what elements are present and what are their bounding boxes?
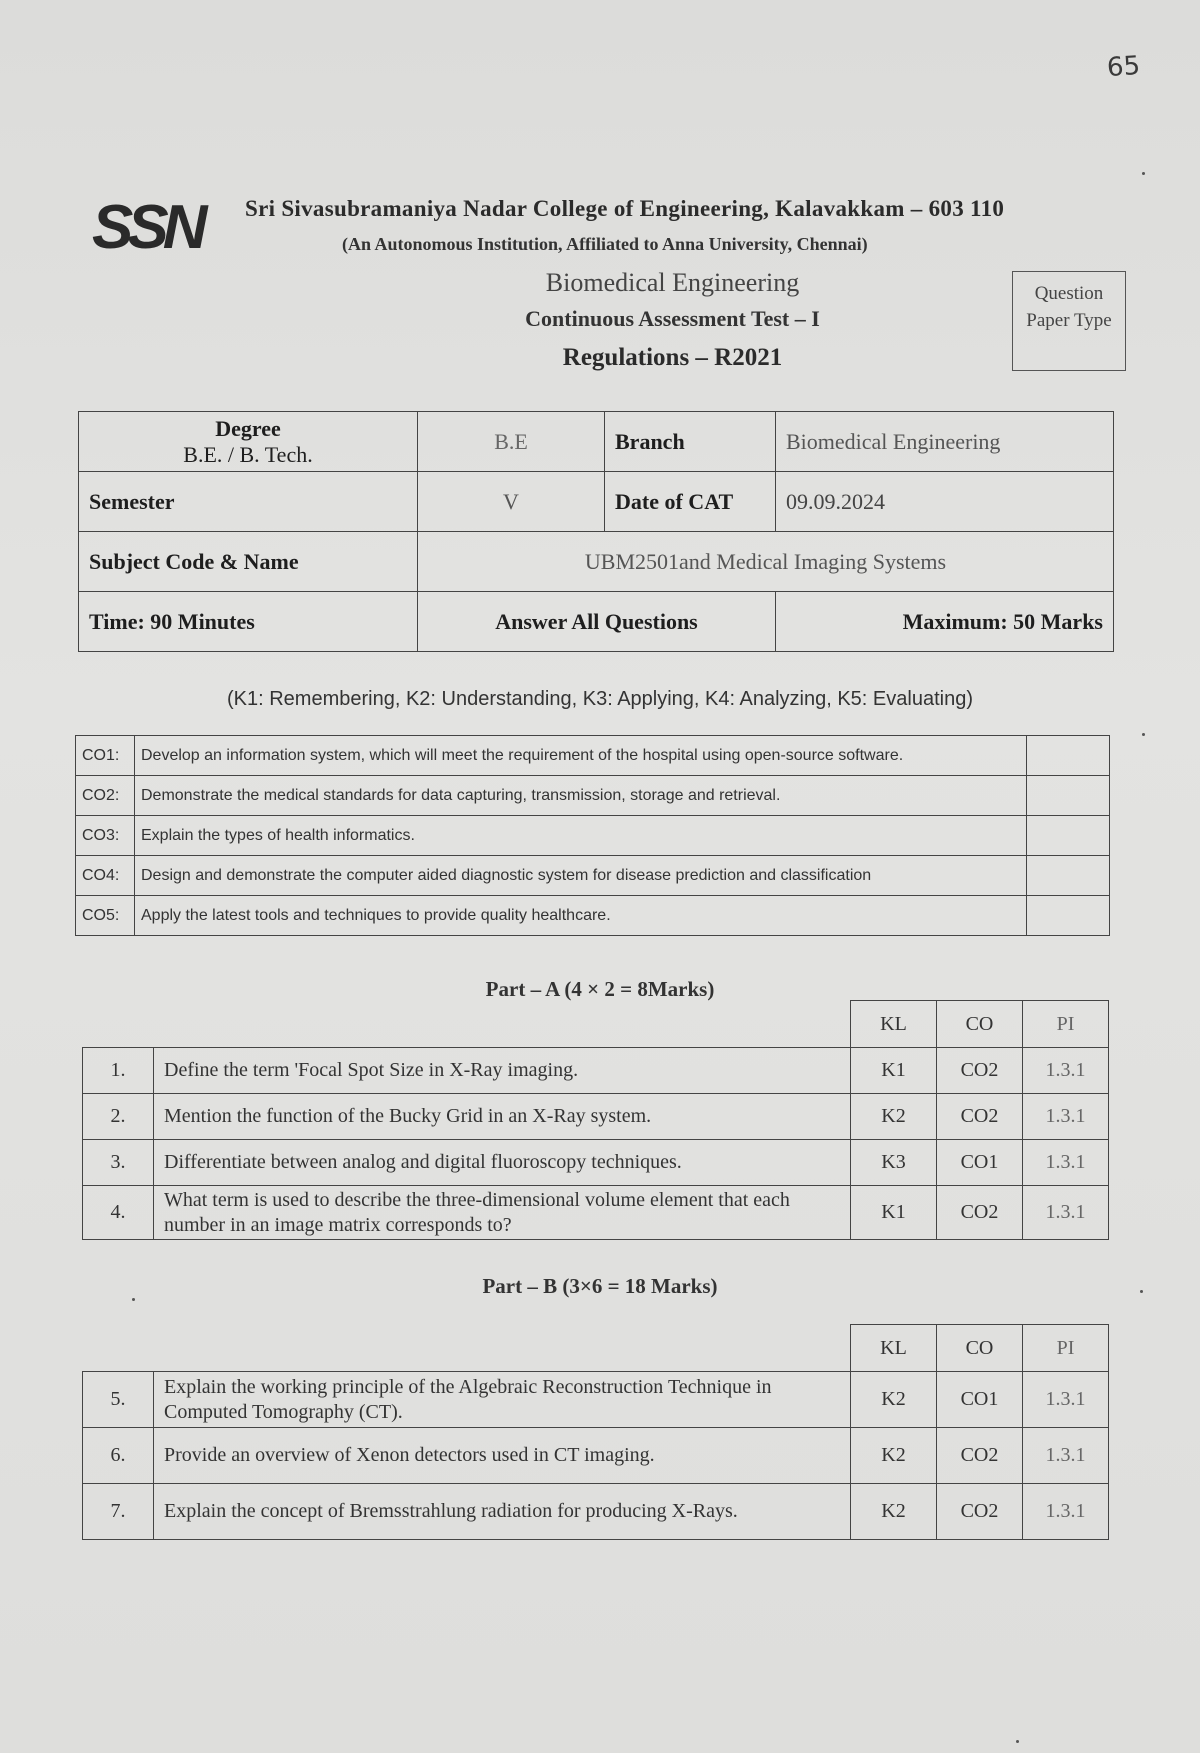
question-co: CO1 — [937, 1140, 1023, 1186]
info-row-subject — [79, 532, 1114, 592]
pi-header: PI — [1023, 1325, 1109, 1372]
maximum-marks-label: Maximum: 50 Marks — [776, 592, 1114, 652]
subject-label: Subject Code & Name — [79, 532, 418, 592]
college-affiliation: (An Autonomous Institution, Affiliated to Anna University, Chennai) — [342, 234, 868, 254]
question-text: Explain the concept of Bremsstrahlung radiation for producing X-Rays. — [154, 1484, 851, 1540]
question-pi: 1.3.1 — [1023, 1048, 1109, 1094]
question-row — [83, 1372, 1109, 1428]
part-a-table — [82, 1000, 1109, 1240]
info-row-degree — [79, 412, 1114, 472]
co-row — [76, 896, 1110, 936]
handwritten-page-number: 65 — [1105, 50, 1142, 84]
co-code: CO2: — [76, 776, 135, 816]
question-kl: K2 — [851, 1372, 937, 1428]
college-name: Sri Sivasubramaniya Nadar College of Engineering, Kalavakkam – 603 110 — [245, 196, 1005, 221]
question-row — [83, 1186, 1109, 1240]
question-pi: 1.3.1 — [1023, 1094, 1109, 1140]
co-blank-cell — [1027, 776, 1110, 816]
question-pi: 1.3.1 — [1023, 1372, 1109, 1428]
question-number: 2. — [83, 1094, 154, 1140]
pi-header: PI — [1023, 1001, 1109, 1048]
question-row — [83, 1048, 1109, 1094]
co-text: Explain the types of health informatics. — [135, 816, 1027, 856]
knowledge-level-legend: (K1: Remembering, K2: Understanding, K3: Applying, K4: Analyzing, K5: Evaluating) — [227, 688, 973, 710]
question-pi: 1.3.1 — [1023, 1428, 1109, 1484]
question-pi: 1.3.1 — [1023, 1186, 1109, 1240]
question-text: Mention the function of the Bucky Grid in an X-Ray system. — [154, 1094, 851, 1140]
question-co: CO1 — [937, 1372, 1023, 1428]
question-text: Differentiate between analog and digital fluoroscopy techniques. — [154, 1140, 851, 1186]
co-code: CO4: — [76, 856, 135, 896]
co-text: Demonstrate the medical standards for data capturing, transmission, storage and retrieval. — [135, 776, 1027, 816]
question-paper-type-box: Question Paper Type — [1012, 271, 1126, 371]
branch-value: Biomedical Engineering — [776, 412, 1114, 472]
question-row — [83, 1094, 1109, 1140]
co-row — [76, 776, 1110, 816]
svg-text:SSN: SSN — [92, 193, 202, 262]
info-row-semester — [79, 472, 1114, 532]
question-number: 4. — [83, 1186, 154, 1240]
test-title: Continuous Assessment Test – I — [525, 306, 820, 331]
question-co: CO2 — [937, 1484, 1023, 1540]
answer-all-label: Answer All Questions — [418, 592, 776, 652]
co-blank-cell — [1027, 736, 1110, 776]
question-kl: K2 — [851, 1094, 937, 1140]
question-text: What term is used to describe the three-dimensional volume element that each number in an image matrix corresponds to? — [154, 1186, 851, 1240]
question-co: CO2 — [937, 1186, 1023, 1240]
part-b-header-row — [83, 1325, 1109, 1372]
co-code: CO1: — [76, 736, 135, 776]
question-number: 7. — [83, 1484, 154, 1540]
college-logo — [90, 192, 220, 262]
part-a-header-row — [83, 1001, 1109, 1048]
question-text: Provide an overview of Xenon detectors used in CT imaging. — [154, 1428, 851, 1484]
question-text: Define the term 'Focal Spot Size in X-Ray imaging. — [154, 1048, 851, 1094]
question-row — [83, 1140, 1109, 1186]
co-blank-cell — [1027, 856, 1110, 896]
co-text: Develop an information system, which will meet the requirement of the hospital using open-source software. — [135, 736, 1027, 776]
question-kl: K2 — [851, 1428, 937, 1484]
part-a-title: Part – A (4 × 2 = 8Marks) — [485, 977, 715, 1001]
co-blank-cell — [1027, 896, 1110, 936]
co-header: CO — [937, 1001, 1023, 1048]
semester-label: Semester — [79, 472, 418, 532]
question-row — [83, 1428, 1109, 1484]
time-label: Time: 90 Minutes — [79, 592, 418, 652]
paper-speck — [132, 1298, 135, 1301]
question-number: 6. — [83, 1428, 154, 1484]
kl-header: KL — [851, 1325, 937, 1372]
paper-speck — [1142, 733, 1145, 736]
branch-label: Branch — [605, 412, 776, 472]
question-number: 3. — [83, 1140, 154, 1186]
exam-info-table — [78, 411, 1114, 652]
degree-value: B.E — [418, 412, 605, 472]
co-text: Apply the latest tools and techniques to provide quality healthcare. — [135, 896, 1027, 936]
question-kl: K3 — [851, 1140, 937, 1186]
question-pi: 1.3.1 — [1023, 1140, 1109, 1186]
date-value: 09.09.2024 — [776, 472, 1114, 532]
question-co: CO2 — [937, 1428, 1023, 1484]
regulations-title: Regulations – R2021 — [562, 344, 783, 371]
question-co: CO2 — [937, 1048, 1023, 1094]
info-row-time — [79, 592, 1114, 652]
question-kl: K2 — [851, 1484, 937, 1540]
kl-header: KL — [851, 1001, 937, 1048]
part-b-table — [82, 1324, 1109, 1540]
question-number: 5. — [83, 1372, 154, 1428]
subject-value: UBM2501and Medical Imaging Systems — [418, 532, 1114, 592]
degree-sub-label: B.E. / B. Tech. — [183, 441, 313, 467]
question-co: CO2 — [937, 1094, 1023, 1140]
date-label: Date of CAT — [605, 472, 776, 532]
course-outcomes-table — [75, 735, 1110, 936]
degree-label: Degree — [215, 415, 281, 441]
co-row — [76, 816, 1110, 856]
co-text: Design and demonstrate the computer aided diagnostic system for disease prediction and classification — [135, 856, 1027, 896]
question-pi: 1.3.1 — [1023, 1484, 1109, 1540]
co-code: CO3: — [76, 816, 135, 856]
department-title: Biomedical Engineering — [545, 268, 800, 297]
paper-speck — [1016, 1740, 1019, 1743]
degree-cell — [79, 412, 418, 472]
question-row — [83, 1484, 1109, 1540]
paper-speck — [1142, 172, 1145, 175]
co-header: CO — [937, 1325, 1023, 1372]
co-code: CO5: — [76, 896, 135, 936]
co-row — [76, 736, 1110, 776]
question-kl: K1 — [851, 1048, 937, 1094]
question-text: Explain the working principle of the Algebraic Reconstruction Technique in Computed Tomography (CT). — [154, 1372, 851, 1428]
semester-value: V — [418, 472, 605, 532]
question-number: 1. — [83, 1048, 154, 1094]
paper-speck — [1140, 1290, 1143, 1293]
co-blank-cell — [1027, 816, 1110, 856]
co-row — [76, 856, 1110, 896]
part-b-title: Part – B (3×6 = 18 Marks) — [482, 1274, 718, 1298]
question-kl: K1 — [851, 1186, 937, 1240]
